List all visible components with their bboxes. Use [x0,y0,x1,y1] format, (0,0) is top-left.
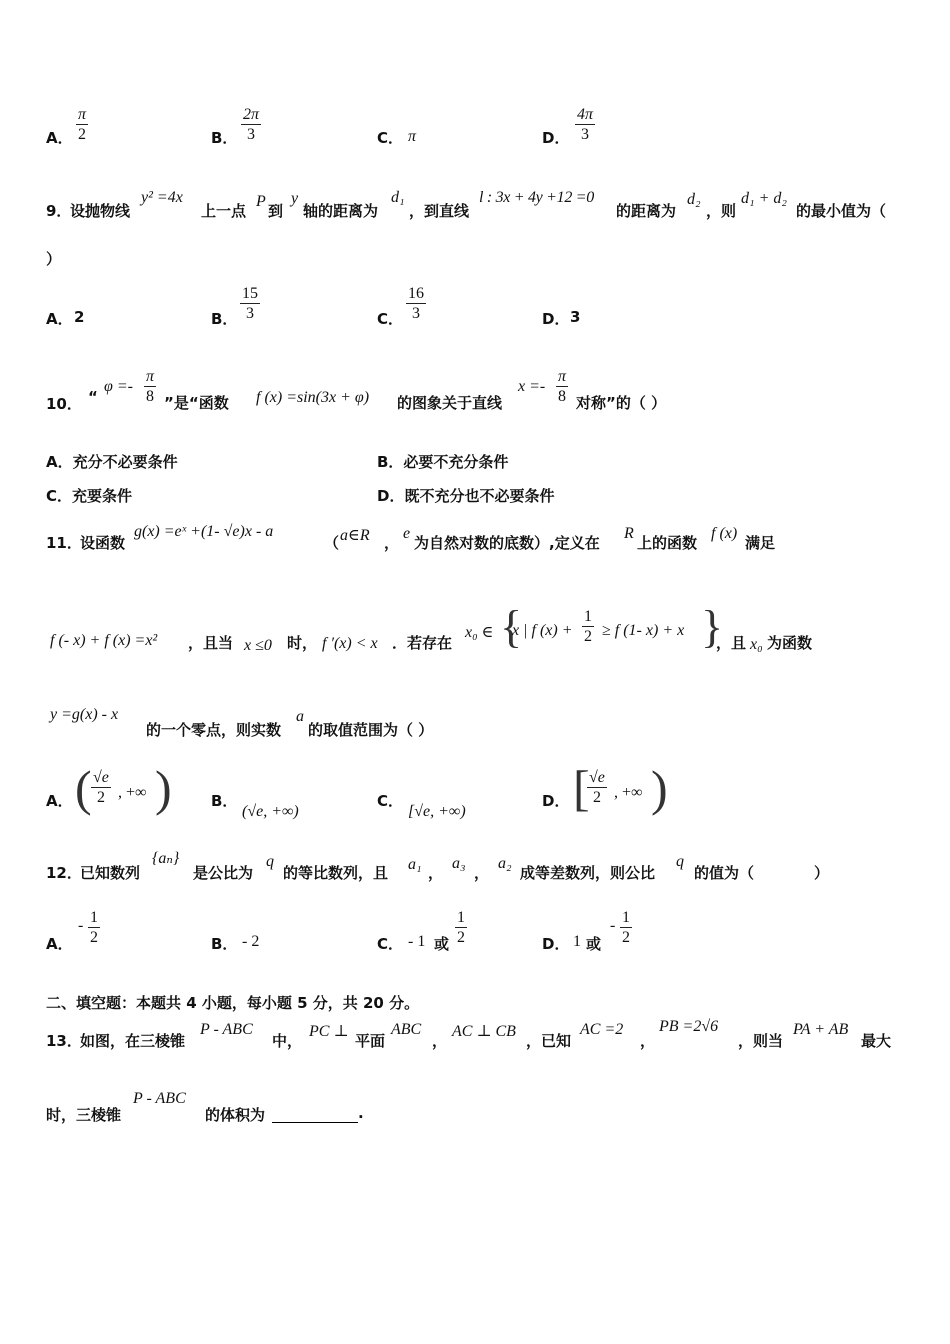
q10-option-c: C．充要条件 [46,487,133,505]
q13-math-pb: PB =2√6 [659,1018,719,1035]
q8-option-a-label: A． [46,129,73,147]
q13-math-abc: ABC [391,1021,422,1038]
q10-text-2: 的图象关于直线 [397,394,503,412]
q11-option-c-value: [√e, +∞) [408,803,466,820]
q13-text-2: 中， [272,1032,303,1050]
q10-number: 10． [46,395,82,413]
q8-option-b-label: B． [211,129,238,147]
q12-option-a-sign: - [78,917,84,934]
q12-option-c-or: 或 [434,935,450,953]
q8-option-a-fraction: $\frac{\pi}{2}$ [78,106,87,143]
q11-set-part-b: ≥ f (1- x) + x [602,622,685,639]
q10-math-phi: φ =- [104,378,133,395]
q11-math-a-in-r: a∈R [340,527,370,544]
q9-option-c-label: C． [377,310,404,328]
q13-math-pa-plus-ab: PA + AB [793,1021,849,1038]
q11-option-d-label: D． [542,792,570,810]
q9-option-d-label: D． [542,310,570,328]
q9-math-sum: d₁ + d₂ [741,190,787,207]
q11-text-1: 设函数 [80,534,126,552]
q11-math-e: e [403,525,411,542]
q12-text-5: ， [474,864,490,882]
q11-text-8: 时， [287,634,318,652]
q12-math-a3: a₃ [452,855,466,872]
q12-option-b-value: - 2 [242,933,260,950]
q9-text-7: ，则 [706,202,737,220]
q11-option-b-label: B． [211,792,238,810]
q11-text-4: 为自然对数的底数）,定义在 [414,534,600,552]
q11-math-x-le-0: x ≤0 [244,637,272,654]
q11-text-3: ， [384,534,400,552]
q11-option-d-left-bracket: [ [573,760,590,816]
q11-option-a-tail: , +∞ [118,784,147,801]
q11-text-11: 为函数 [767,634,813,652]
q11-option-d-fraction: $\frac{√e}{2}$ [589,769,605,806]
q11-text-12: 的一个零点，则实数 [146,721,282,739]
q9-text-3: 到 [268,202,284,220]
q10-text-3: 对称”的（ ） [576,394,667,412]
q12-math-a1: a₁ [408,856,422,873]
q11-math-r: R [624,525,634,542]
q11-set-left-brace: { [500,601,523,652]
q11-text-10: ，且 [716,634,747,652]
q11-option-b-value: (√e, +∞) [242,803,299,820]
q12-option-b-label: B． [211,935,238,953]
q9-math-p: P [256,193,266,210]
q9-text-6: 的距离为 [616,202,677,220]
q9-option-b-label: B． [211,310,238,328]
q11-math-f: f (x) [711,525,738,542]
section-heading-fill-in: 二、填空题：本题共 4 小题，每小题 5 分，共 20 分。 [46,994,420,1012]
q13-text-3: 平面 [355,1032,386,1050]
q9-text-8: 的最小值为（ [796,202,887,220]
q10-text-1: ”是“函数 [164,394,229,412]
q12-text-8: ） [814,864,830,882]
q11-option-a-right-paren: ) [155,760,172,816]
q9-option-c-fraction: $\frac{16}{3}$ [408,285,424,322]
q10-fraction-1: $\frac{\pi}{8}$ [146,368,155,405]
q12-text-4: ， [428,864,444,882]
q11-number: 11． [46,534,82,552]
q10-math-line: x =- [518,378,546,395]
q9-math-d1: d₁ [391,189,405,206]
q13-math-pyramid: P - ABC [200,1021,253,1038]
q13-text-5: ，已知 [526,1032,572,1050]
q13-text-10: 的体积为 [205,1106,266,1124]
q13-text-11: . [358,1104,364,1122]
q11-text-13: 的取值范围为（ ） [308,721,434,739]
q13-text-6: ， [640,1032,656,1050]
q12-option-d-fraction: $\frac{1}{2}$ [622,909,630,946]
q9-math-y: y [291,190,299,207]
q13-text-9: 时，三棱锥 [46,1106,122,1124]
q9-text-4: 轴的距离为 [303,202,379,220]
q10-math-function: f (x) =sin(3x + φ) [256,389,370,406]
q9-math-d2: d₂ [687,191,701,208]
q11-math-a: a [296,708,304,725]
q11-option-a-label: A． [46,792,73,810]
q13-math-ac-perp-cb: AC ⊥ CB [452,1023,516,1040]
q11-text-5: 上的函数 [637,534,698,552]
q11-set-part-a: x | f (x) + [512,622,573,639]
q13-answer-blank[interactable] [272,1104,358,1123]
q8-option-d-fraction: $\frac{4\pi}{3}$ [577,106,594,143]
q12-option-c-fraction: $\frac{1}{2}$ [457,909,465,946]
q13-math-pyramid-2: P - ABC [133,1090,186,1107]
q10-option-d: D．既不充分也不必要条件 [377,487,555,505]
q9-option-a-label: A． [46,310,73,328]
q12-math-q: q [266,853,274,870]
q11-option-d-right-paren: ) [651,760,668,816]
q12-option-d-value: 1 [573,933,581,950]
q12-text-6: 成等差数列，则公比 [520,864,656,882]
q9-option-b-fraction: $\frac{15}{3}$ [242,285,258,322]
q12-text-1: 已知数列 [80,864,141,882]
q11-math-odd-even: f (- x) + f (x) =x² [50,632,158,649]
q9-option-d-value: 3 [570,308,581,326]
q11-option-a-fraction: $\frac{√e}{2}$ [93,769,109,806]
q10-open-quote: “ [88,388,98,406]
q12-math-sequence: {aₙ} [152,850,180,867]
q12-option-c-value: - 1 [408,933,426,950]
q11-option-c-label: C． [377,792,404,810]
q8-option-d-label: D． [542,129,570,147]
q12-text-2: 是公比为 [193,864,254,882]
q12-option-d-or: 或 [586,935,602,953]
q9-math-parabola: y² =4x [141,189,183,206]
q11-set-fraction: $\frac{1}{2}$ [584,608,592,645]
q11-math-x0-in: x₀ ∈ [465,624,494,641]
q11-math-g: g(x) =eˣ +(1- √e)x - a [134,523,274,540]
q9-text-2: 上一点 [201,202,247,220]
q12-option-d-sign: - [610,917,616,934]
q12-option-a-label: A． [46,935,73,953]
q12-text-3: 的等比数列，且 [283,864,389,882]
q9-number: 9． [46,202,72,220]
q12-option-c-label: C． [377,935,404,953]
q11-text-7: ，且当 [188,634,234,652]
q10-fraction-2: $\frac{\pi}{8}$ [558,368,567,405]
q11-math-x0: x₀ [750,636,763,653]
q11-math-y: y =g(x) - x [50,706,119,723]
q9-option-a-value: 2 [74,308,85,326]
q8-option-c-value: π [408,128,417,145]
q12-number: 12． [46,864,82,882]
q13-text-7: ，则当 [738,1032,784,1050]
q10-option-b: B．必要不充分条件 [377,453,509,471]
q13-text-4: ， [432,1032,448,1050]
q11-text-2: （ [324,534,340,552]
q9-text-9: ） [46,250,62,268]
q12-math-q-2: q [676,853,684,870]
q13-math-pc-perp: PC ⊥ [309,1023,349,1040]
q13-text-1: 如图，在三棱锥 [80,1032,186,1050]
q13-text-8: 最大 [861,1032,892,1050]
q10-option-a: A．充分不必要条件 [46,453,178,471]
q11-text-9: ．若存在 [392,634,453,652]
q9-text-5: ，到直线 [409,202,470,220]
q12-option-a-fraction: $\frac{1}{2}$ [90,909,98,946]
q11-text-6: 满足 [745,534,776,552]
q11-set-right-brace: } [701,601,724,652]
q13-number: 13． [46,1032,82,1050]
q8-option-c-label: C． [377,129,404,147]
q8-option-b-fraction: $\frac{2\pi}{3}$ [243,106,260,143]
q12-text-7: 的值为（ [694,864,755,882]
q11-option-d-tail: , +∞ [614,784,643,801]
q13-math-ac-2: AC =2 [580,1021,624,1038]
q12-math-a2: a₂ [498,855,512,872]
q12-option-d-label: D． [542,935,570,953]
q11-option-a-left-paren: ( [75,760,92,816]
q9-math-line: l : 3x + 4y +12 =0 [479,189,594,206]
q11-math-derivative: f ′(x) < x [322,635,378,652]
q9-text-1: 设抛物线 [70,202,131,220]
